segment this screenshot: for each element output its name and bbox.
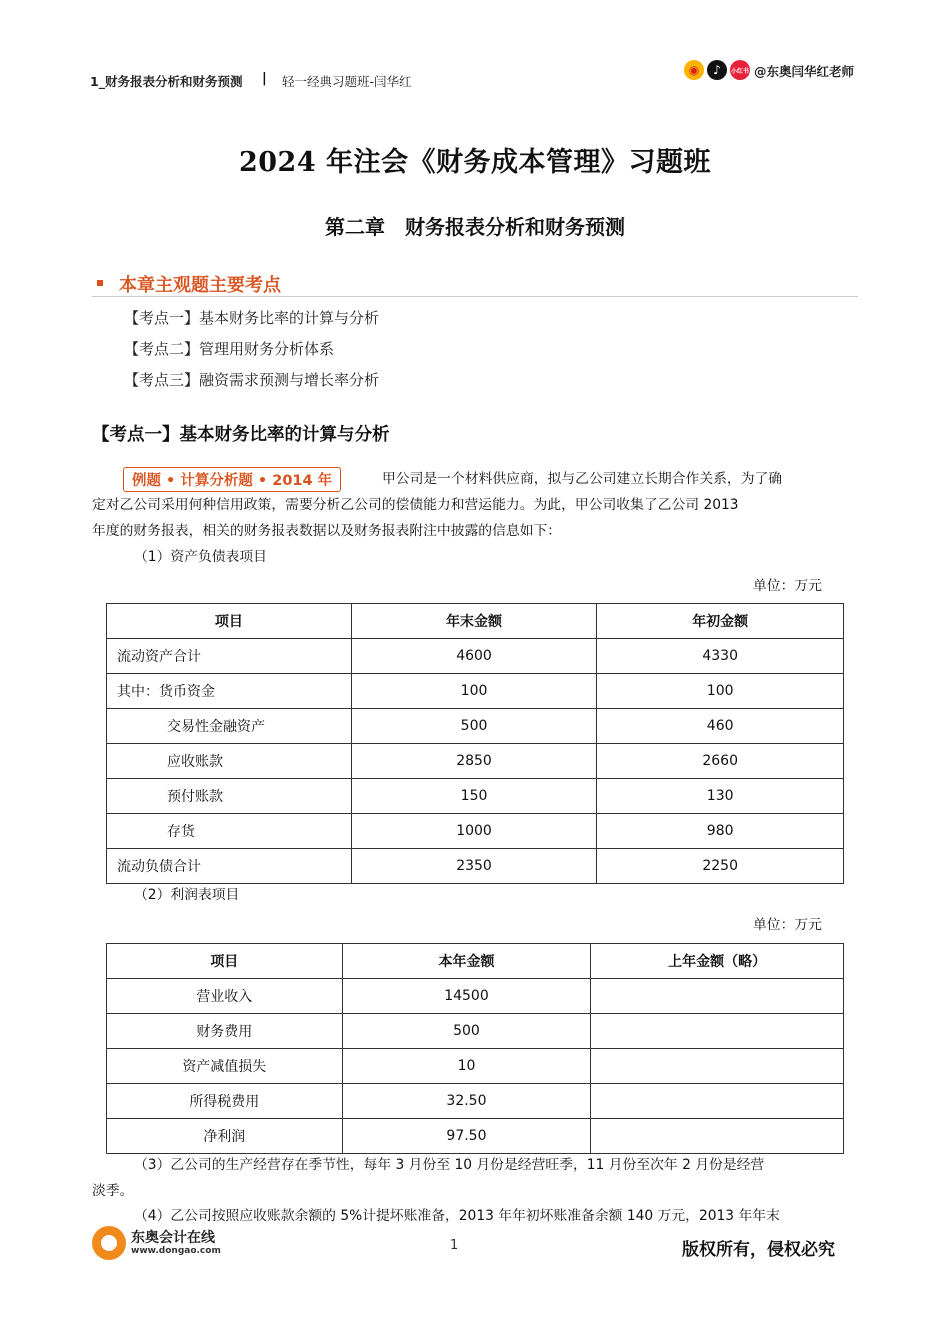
example-text-line-3: 年度的财务报表，相关的财务报表数据以及财务报表附注中披露的信息如下： xyxy=(92,523,562,539)
table-cell: 100 xyxy=(351,674,597,709)
page-title: 2024 年注会《财务成本管理》习题班 xyxy=(238,147,712,178)
table-cell: 130 xyxy=(597,779,844,814)
table-row xyxy=(107,709,844,744)
table-cell: 1000 xyxy=(351,814,597,849)
table-cell: 500 xyxy=(342,1014,591,1049)
dongao-logo-icon xyxy=(92,1226,126,1260)
xiaohongshu-icon: 小红书 xyxy=(730,60,750,80)
header-separator: | xyxy=(262,71,267,86)
table-row xyxy=(107,1049,844,1084)
example-text-line-2: 定对乙公司采用何种信用政策，需要分析乙公司的偿债能力和营运能力。为此，甲公司收集了乙公司 2013 xyxy=(92,497,739,513)
tiktok-icon: ♪ xyxy=(707,60,727,80)
table-cell: 10 xyxy=(342,1049,591,1084)
table-header-cell: 项目 xyxy=(107,604,352,639)
table-cell: 2350 xyxy=(351,849,597,884)
table-cell: 交易性金融资产 xyxy=(107,709,352,744)
weibo-icon: ◉ xyxy=(684,60,704,80)
key-point-2: 【考点二】管理用财务分析体系 xyxy=(124,340,335,358)
table-header-cell: 项目 xyxy=(107,944,343,979)
table-cell: 其中：货币资金 xyxy=(107,674,352,709)
table-cell: 100 xyxy=(597,674,844,709)
income-statement-table xyxy=(106,943,844,1154)
table-cell: 存货 xyxy=(107,814,352,849)
table-cell: 150 xyxy=(351,779,597,814)
table-cell: 净利润 xyxy=(107,1119,343,1154)
header-chapter: 1_财务报表分析和财务预测 xyxy=(90,74,243,89)
table-cell xyxy=(591,1049,844,1084)
item-2-label: （2）利润表项目 xyxy=(134,887,240,903)
table-row xyxy=(107,744,844,779)
table-cell: 2250 xyxy=(597,849,844,884)
table-cell: 2850 xyxy=(351,744,597,779)
balance-sheet-table xyxy=(106,603,844,884)
key-point-1: 【考点一】基本财务比率的计算与分析 xyxy=(124,309,380,327)
item-4-line-1: （4）乙公司按照应收账款余额的 5%计提坏账准备，2013 年年初坏账准备余额 140 万元，2013 年年末 xyxy=(134,1208,780,1224)
table-row xyxy=(107,674,844,709)
table-cell: 流动资产合计 xyxy=(107,639,352,674)
footer-logo-name: 东奥会计在线 xyxy=(131,1230,215,1246)
social-icons xyxy=(684,60,750,80)
unit-label-1: 单位：万元 xyxy=(753,578,822,594)
table-cell: 应收账款 xyxy=(107,744,352,779)
table-cell: 4330 xyxy=(597,639,844,674)
example-text-line-1: 甲公司是一个材料供应商，拟与乙公司建立长期合作关系，为了确 xyxy=(382,471,783,487)
section-divider xyxy=(92,296,858,297)
item-3-line-2: 淡季。 xyxy=(92,1183,134,1199)
table-header-row xyxy=(107,604,844,639)
table-row xyxy=(107,779,844,814)
section-bullet-icon xyxy=(97,280,103,286)
table-row xyxy=(107,814,844,849)
table-row xyxy=(107,1119,844,1154)
footer-copyright: 版权所有，侵权必究 xyxy=(682,1240,835,1260)
table-row xyxy=(107,1014,844,1049)
table-cell xyxy=(591,979,844,1014)
table-cell: 97.50 xyxy=(342,1119,591,1154)
key-point-3: 【考点三】融资需求预测与增长率分析 xyxy=(124,371,380,389)
table-cell: 预付账款 xyxy=(107,779,352,814)
example-badge: 例题 • 计算分析题 • 2014 年 xyxy=(123,467,341,492)
header-course: 轻一经典习题班-闫华红 xyxy=(282,74,412,89)
table-header-cell: 上年金额（略） xyxy=(591,944,844,979)
table-cell: 460 xyxy=(597,709,844,744)
table-cell: 980 xyxy=(597,814,844,849)
table-cell: 32.50 xyxy=(342,1084,591,1119)
page-number: 1 xyxy=(450,1238,459,1253)
table-cell: 财务费用 xyxy=(107,1014,343,1049)
table-cell: 2660 xyxy=(597,744,844,779)
table-cell: 4600 xyxy=(351,639,597,674)
table-row xyxy=(107,639,844,674)
table-row xyxy=(107,849,844,884)
table-cell: 流动负债合计 xyxy=(107,849,352,884)
table-header-cell: 年初金额 xyxy=(597,604,844,639)
footer-logo-url: www.dongao.com xyxy=(131,1246,221,1256)
header-account: @东奥闫华红老师 xyxy=(754,64,855,79)
table-cell: 500 xyxy=(351,709,597,744)
footer-logo xyxy=(92,1226,221,1260)
item-3-line-1: （3）乙公司的生产经营存在季节性，每年 3 月份至 10 月份是经营旺季，11 月份至次年 2 月份是经营 xyxy=(134,1157,765,1173)
table-cell: 14500 xyxy=(342,979,591,1014)
table-header-row xyxy=(107,944,844,979)
item-1-label: （1）资产负债表项目 xyxy=(134,549,267,565)
table-cell: 营业收入 xyxy=(107,979,343,1014)
unit-label-2: 单位：万元 xyxy=(753,917,822,933)
chapter-subtitle: 第二章 财务报表分析和财务预测 xyxy=(325,215,625,239)
table-cell xyxy=(591,1119,844,1154)
table-row xyxy=(107,979,844,1014)
table-header-cell: 本年金额 xyxy=(342,944,591,979)
section-heading: 本章主观题主要考点 xyxy=(119,275,281,296)
topic-heading: 【考点一】基本财务比率的计算与分析 xyxy=(92,425,390,445)
table-cell xyxy=(591,1084,844,1119)
table-cell xyxy=(591,1014,844,1049)
table-header-cell: 年末金额 xyxy=(351,604,597,639)
table-cell: 资产减值损失 xyxy=(107,1049,343,1084)
table-row xyxy=(107,1084,844,1119)
table-cell: 所得税费用 xyxy=(107,1084,343,1119)
